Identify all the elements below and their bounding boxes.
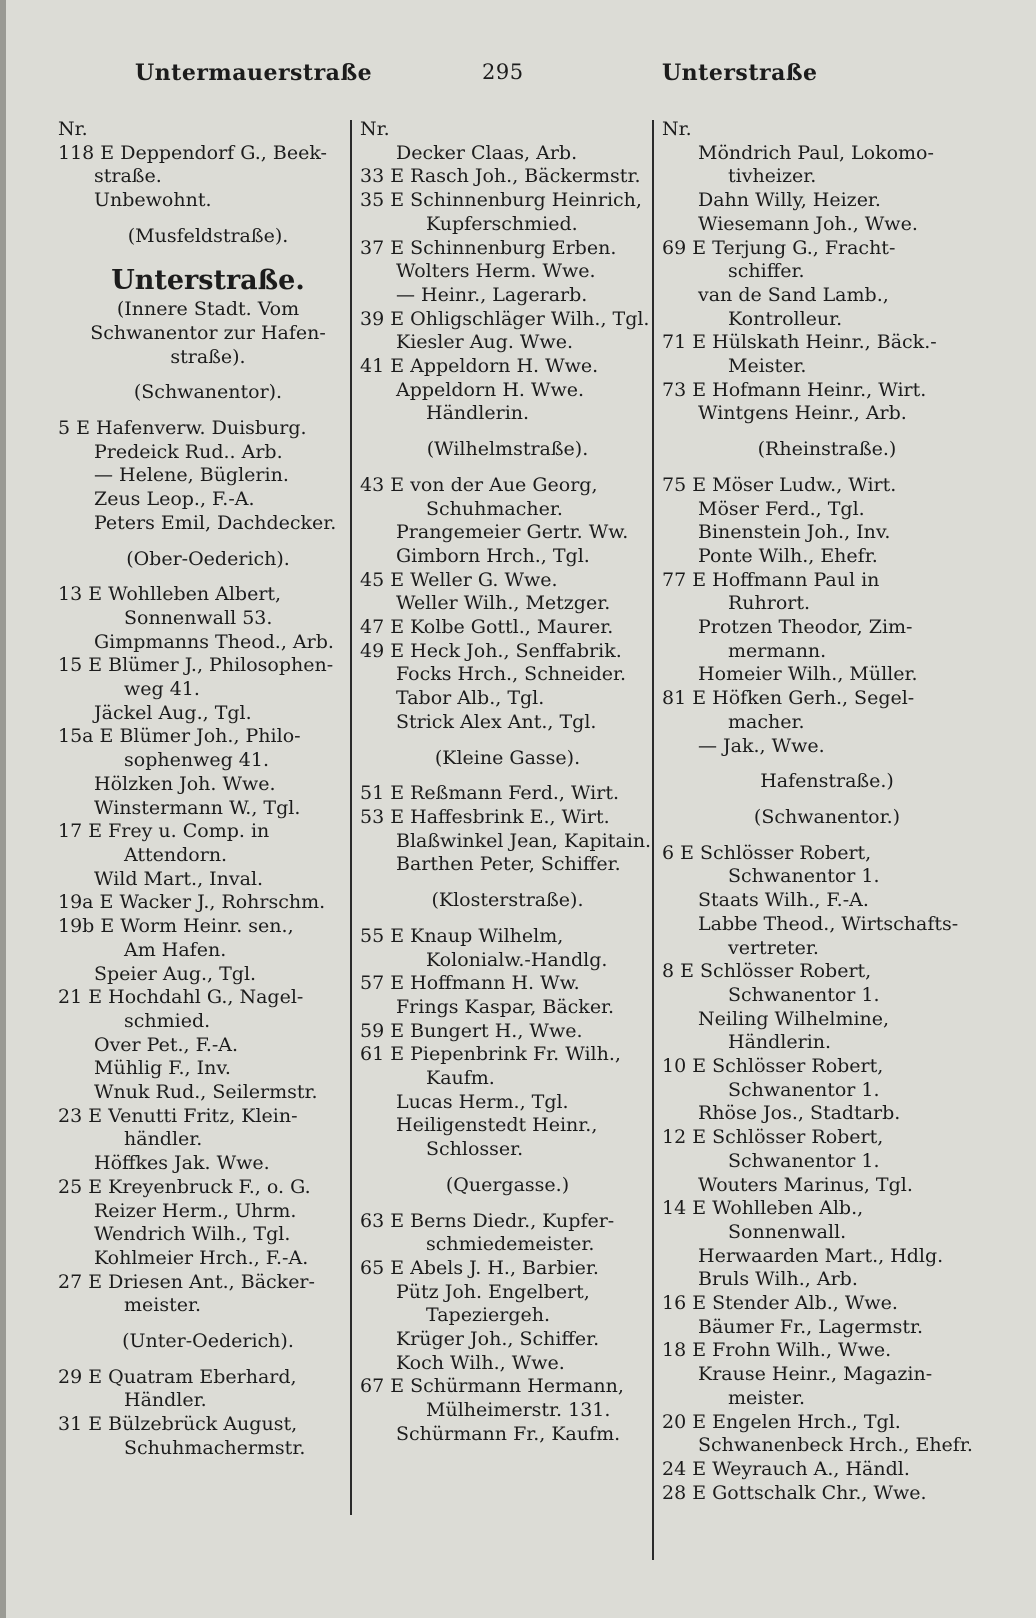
directory-entry: 61 E Piepenbrink Fr. Wilh., (360, 1043, 621, 1066)
directory-entry: Bäumer Fr., Lagermstr. (698, 1315, 924, 1338)
directory-entry: mermann. (728, 639, 827, 662)
directory-entry: Schuhmacher. (426, 497, 563, 520)
directory-entry: 21 E Hochdahl G., Nagel- (58, 986, 304, 1009)
directory-entry: Prangemeier Gertr. Ww. (396, 521, 629, 544)
street-section-heading: (Klosterstraße). (431, 889, 584, 912)
directory-entry: 118 E Deppendorf G., Beek- (58, 141, 327, 164)
directory-entry: Focks Hrch., Schneider. (396, 663, 627, 686)
directory-entry: 19b E Worm Heinr. sen., (58, 915, 294, 938)
spacer (360, 877, 655, 889)
directory-entry: Höffkes Jak. Wwe. (94, 1152, 270, 1175)
directory-entry: 67 E Schürmann Hermann, (360, 1375, 624, 1398)
street-section-heading: (Musfeldstraße). (127, 224, 289, 247)
directory-entry: Möser Ferd., Tgl. (698, 497, 865, 520)
directory-entry: 19a E Wacker J., Rohrschm. (58, 891, 326, 914)
directory-entry: händler. (124, 1128, 203, 1151)
directory-entry: Bruls Wilh., Arb. (698, 1268, 858, 1291)
directory-entry: 23 E Venutti Fritz, Klein- (58, 1104, 298, 1127)
spacer (58, 369, 358, 381)
directory-entry: straße. (94, 165, 162, 188)
directory-entry: Strick Alex Ant., Tgl. (396, 710, 597, 733)
directory-entry: 69 E Terjung G., Fracht- (662, 236, 896, 259)
street-section-heading: (Quergasse.) (445, 1173, 570, 1196)
directory-entry: Schwanentor 1. (728, 865, 880, 888)
directory-entry: Hölzken Joh. Wwe. (94, 772, 276, 795)
directory-entry: Kiesler Aug. Wwe. (396, 331, 573, 354)
directory-entry: Wouters Marinus, Tgl. (698, 1173, 913, 1196)
directory-entry: 8 E Schlösser Robert, (662, 960, 872, 983)
spacer (360, 462, 655, 474)
directory-entry: vertreter. (728, 936, 819, 959)
directory-entry: 65 E Abels J. H., Barbier. (360, 1256, 599, 1279)
directory-entry: 49 E Heck Joh., Senffabrik. (360, 639, 622, 662)
spacer (58, 536, 358, 548)
directory-entry: 45 E Weller G. Wwe. (360, 568, 558, 591)
directory-entry: Wendrich Wilh., Tgl. (94, 1223, 291, 1246)
directory-entry: Barthen Peter, Schiffer. (396, 853, 621, 876)
spacer (360, 1162, 655, 1174)
directory-entry: Am Hafen. (124, 938, 227, 961)
directory-entry: Händlerin. (728, 1031, 832, 1054)
directory-entry: Gimborn Hrch., Tgl. (396, 544, 590, 567)
directory-entry: schiffer. (728, 260, 805, 283)
directory-entry: Wiesemann Joh., Wwe. (698, 212, 918, 235)
column-heading-nr: Nr. (360, 118, 390, 140)
directory-entry: Binenstein Joh., Inv. (698, 521, 891, 544)
directory-entry: 29 E Quatram Eberhard, (58, 1365, 297, 1388)
directory-entry: 35 E Schinnenburg Heinrich, (360, 189, 642, 212)
directory-entry: Ponte Wilh., Ehefr. (698, 544, 878, 567)
directory-entry: Predeick Rud.. Arb. (94, 440, 283, 463)
directory-entry: Winstermann W., Tgl. (94, 796, 301, 819)
directory-entry: Mühlig F., Inv. (94, 1057, 231, 1080)
column-1 (58, 118, 358, 1461)
spacer (360, 913, 655, 925)
directory-entry: 37 E Schinnenburg Erben. (360, 236, 617, 259)
directory-entry: 20 E Engelen Hrch., Tgl. (662, 1410, 901, 1433)
column-heading-nr: Nr. (58, 118, 88, 140)
directory-entry: Decker Claas, Arb. (396, 141, 578, 164)
directory-entry: sophenweg 41. (124, 749, 269, 772)
directory-entry: 24 E Weyrauch A., Händl. (662, 1457, 910, 1480)
directory-entry: Schwanentor 1. (728, 1078, 880, 1101)
directory-entry: 63 E Berns Diedr., Kupfer- (360, 1209, 615, 1232)
directory-entry: Schuhmachermstr. (124, 1436, 306, 1459)
column-heading-nr: Nr. (662, 118, 692, 140)
directory-entry: 41 E Appeldorn H. Wwe. (360, 355, 599, 378)
directory-entry: 5 E Hafenverw. Duisburg. (58, 417, 307, 440)
column-2 (360, 118, 655, 1447)
directory-entry: Frings Kaspar, Bäcker. (396, 995, 615, 1018)
spacer (662, 758, 992, 770)
street-section-heading: (Innere Stadt. Vom (116, 298, 300, 321)
directory-entry: Schürmann Fr., Kaufm. (396, 1422, 621, 1445)
directory-entry: Heiligenstedt Heinr., (396, 1114, 598, 1137)
spacer (662, 426, 992, 438)
directory-entry: Wild Mart., Inval. (94, 867, 264, 890)
directory-entry: Reizer Herm., Uhrm. (94, 1199, 297, 1222)
directory-entry: 71 E Hülskath Heinr., Bäck.- (662, 331, 937, 354)
street-section-heading: straße). (170, 345, 246, 368)
spacer (662, 794, 992, 806)
directory-entry: Peters Emil, Dachdecker. (94, 511, 337, 534)
spacer (58, 1318, 358, 1330)
directory-entry: Speier Aug., Tgl. (94, 962, 257, 985)
directory-entry: 53 E Haffesbrink E., Wirt. (360, 805, 610, 828)
directory-entry: Blaßwinkel Jean, Kapitain. (396, 829, 652, 852)
directory-entry: Wintgens Heinr., Arb. (698, 402, 907, 425)
spacer (662, 830, 992, 842)
directory-entry: 31 E Bülzebrück August, (58, 1413, 298, 1436)
directory-entry: 13 E Wohlleben Albert, (58, 583, 282, 606)
street-section-heading: (Schwanentor.) (753, 805, 901, 828)
directory-entry: Ruhrort. (728, 592, 811, 615)
spacer (360, 735, 655, 747)
header-left-street: Untermauerstraße (135, 60, 373, 86)
directory-entry: Schwanentor 1. (728, 983, 880, 1006)
directory-entry: — Heinr., Lagerarb. (396, 283, 588, 306)
directory-entry: tivheizer. (728, 165, 817, 188)
street-section-heading: (Kleine Gasse). (434, 746, 581, 769)
directory-entry: Sonnenwall 53. (124, 606, 273, 629)
directory-entry: 16 E Stender Alb., Wwe. (662, 1292, 898, 1315)
directory-entry: 73 E Hofmann Heinr., Wirt. (662, 378, 927, 401)
directory-entry: meister. (124, 1294, 202, 1317)
directory-entry: 18 E Frohn Wilh., Wwe. (662, 1339, 892, 1362)
directory-entry: Sonnenwall. (728, 1220, 847, 1243)
directory-entry: Appeldorn H. Wwe. (396, 378, 585, 401)
directory-entry: van de Sand Lamb., (698, 283, 889, 306)
directory-entry: Kolonialw.-Handlg. (426, 948, 608, 971)
directory-entry: Dahn Willy, Heizer. (698, 189, 881, 212)
directory-entry: Krüger Joh., Schiffer. (396, 1328, 600, 1351)
header-right-street: Unterstraße (662, 60, 818, 86)
directory-entry: Schlosser. (426, 1138, 524, 1161)
page-edge-shadow (0, 0, 6, 1618)
directory-entry: 47 E Kolbe Gottl., Maurer. (360, 616, 614, 639)
directory-entry: Koch Wilh., Wwe. (396, 1351, 565, 1374)
page-number: 295 (482, 60, 524, 84)
directory-entry: Kupferschmied. (426, 212, 578, 235)
directory-entry: Tapeziergeh. (426, 1304, 551, 1327)
directory-entry: Kontrolleur. (728, 307, 843, 330)
directory-entry: Neiling Wilhelmine, (698, 1007, 890, 1030)
directory-entry: 77 E Hoffmann Paul in (662, 568, 880, 591)
directory-entry: 43 E von der Aue Georg, (360, 473, 598, 496)
street-section-heading: (Unter-Oederich). (122, 1330, 294, 1353)
spacer (662, 462, 992, 474)
directory-entry: Händler. (124, 1389, 207, 1412)
directory-entry: 15a E Blümer Joh., Philo- (58, 725, 301, 748)
spacer (58, 1354, 358, 1366)
directory-entry: Mülheimerstr. 131. (426, 1399, 611, 1422)
street-title: Unterstraße. (111, 264, 305, 296)
spacer (58, 249, 358, 261)
street-section-heading: (Ober-Oederich). (126, 547, 290, 570)
spacer (58, 571, 358, 583)
street-section-heading: (Schwanentor). (133, 381, 283, 404)
directory-entry: 81 E Höfken Gerh., Segel- (662, 687, 915, 710)
directory-entry: Möndrich Paul, Lokomo- (698, 141, 934, 164)
directory-entry: Staats Wilh., F.-A. (698, 889, 869, 912)
directory-entry: Unbewohnt. (94, 189, 212, 212)
spacer (360, 770, 655, 782)
directory-entry: Kaufm. (426, 1067, 495, 1090)
directory-entry: Schwanentor 1. (728, 1149, 880, 1172)
directory-entry: 14 E Wohlleben Alb., (662, 1197, 864, 1220)
directory-entry: 17 E Frey u. Comp. in (58, 820, 270, 843)
directory-entry: 39 E Ohligschläger Wilh., Tgl. (360, 307, 650, 330)
directory-entry: 15 E Blümer J., Philosophen- (58, 654, 334, 677)
directory-entry: weg 41. (124, 678, 200, 701)
directory-entry: 55 E Knaup Wilhelm, (360, 924, 564, 947)
directory-entry: 33 E Rasch Joh., Bäckermstr. (360, 165, 641, 188)
directory-entry: Gimpmanns Theod., Arb. (94, 630, 334, 653)
directory-entry: Homeier Wilh., Müller. (698, 663, 918, 686)
directory-entry: schmied. (124, 1009, 211, 1032)
spacer (58, 405, 358, 417)
directory-entry: 10 E Schlösser Robert, (662, 1055, 884, 1078)
directory-entry: Wolters Herm. Wwe. (396, 260, 596, 283)
directory-entry: Pütz Joh. Engelbert, (396, 1280, 590, 1303)
directory-entry: Herwaarden Mart., Hdlg. (698, 1244, 944, 1267)
column-3 (662, 118, 992, 1505)
directory-entry: 25 E Kreyenbruck F., o. G. (58, 1175, 311, 1198)
directory-entry: Protzen Theodor, Zim- (698, 616, 913, 639)
directory-entry: 27 E Driesen Ant., Bäcker- (58, 1270, 315, 1293)
directory-entry: Zeus Leop., F.-A. (94, 488, 255, 511)
directory-entry: Tabor Alb., Tgl. (396, 687, 545, 710)
directory-entry: 75 E Möser Ludw., Wirt. (662, 473, 897, 496)
spacer (360, 426, 655, 438)
directory-entry: Händlerin. (426, 402, 530, 425)
directory-entry: — Helene, Büglerin. (94, 464, 289, 487)
street-section-heading: Hafenstraße.) (760, 770, 894, 793)
directory-entry: Lucas Herm., Tgl. (396, 1090, 569, 1113)
directory-entry: Attendorn. (124, 843, 228, 866)
directory-entry: Rhöse Jos., Stadtarb. (698, 1102, 901, 1125)
directory-entry: Wnuk Rud., Seilermstr. (94, 1081, 318, 1104)
street-section-heading: (Wilhelmstraße). (426, 438, 589, 461)
directory-entry: 51 E Reßmann Ferd., Wirt. (360, 782, 620, 805)
directory-entry: Kohlmeier Hrch., F.-A. (94, 1246, 309, 1269)
directory-entry: Jäckel Aug., Tgl. (94, 701, 252, 724)
directory-entry: Labbe Theod., Wirtschafts- (698, 912, 959, 935)
spacer (58, 213, 358, 225)
directory-entry: 59 E Bungert H., Wwe. (360, 1019, 583, 1042)
directory-entry: Over Pet., F.-A. (94, 1033, 239, 1056)
directory-entry: 28 E Gottschalk Chr., Wwe. (662, 1481, 927, 1504)
directory-entry: Krause Heinr., Magazin- (698, 1363, 933, 1386)
directory-entry: meister. (728, 1386, 806, 1409)
directory-entry: 57 E Hoffmann H. Ww. (360, 972, 580, 995)
directory-entry: Schwanenbeck Hrch., Ehefr. (698, 1434, 973, 1457)
street-section-heading: Schwanentor zur Hafen- (90, 321, 326, 344)
directory-entry: Weller Wilh., Metzger. (396, 592, 611, 615)
directory-entry: 6 E Schlösser Robert, (662, 841, 872, 864)
directory-entry: 12 E Schlösser Robert, (662, 1126, 884, 1149)
directory-entry: Meister. (728, 355, 807, 378)
street-section-heading: (Rheinstraße.) (757, 438, 897, 461)
spacer (360, 1198, 655, 1210)
directory-entry: macher. (728, 710, 805, 733)
directory-entry: schmiedemeister. (426, 1233, 595, 1256)
directory-entry: — Jak., Wwe. (698, 734, 825, 757)
